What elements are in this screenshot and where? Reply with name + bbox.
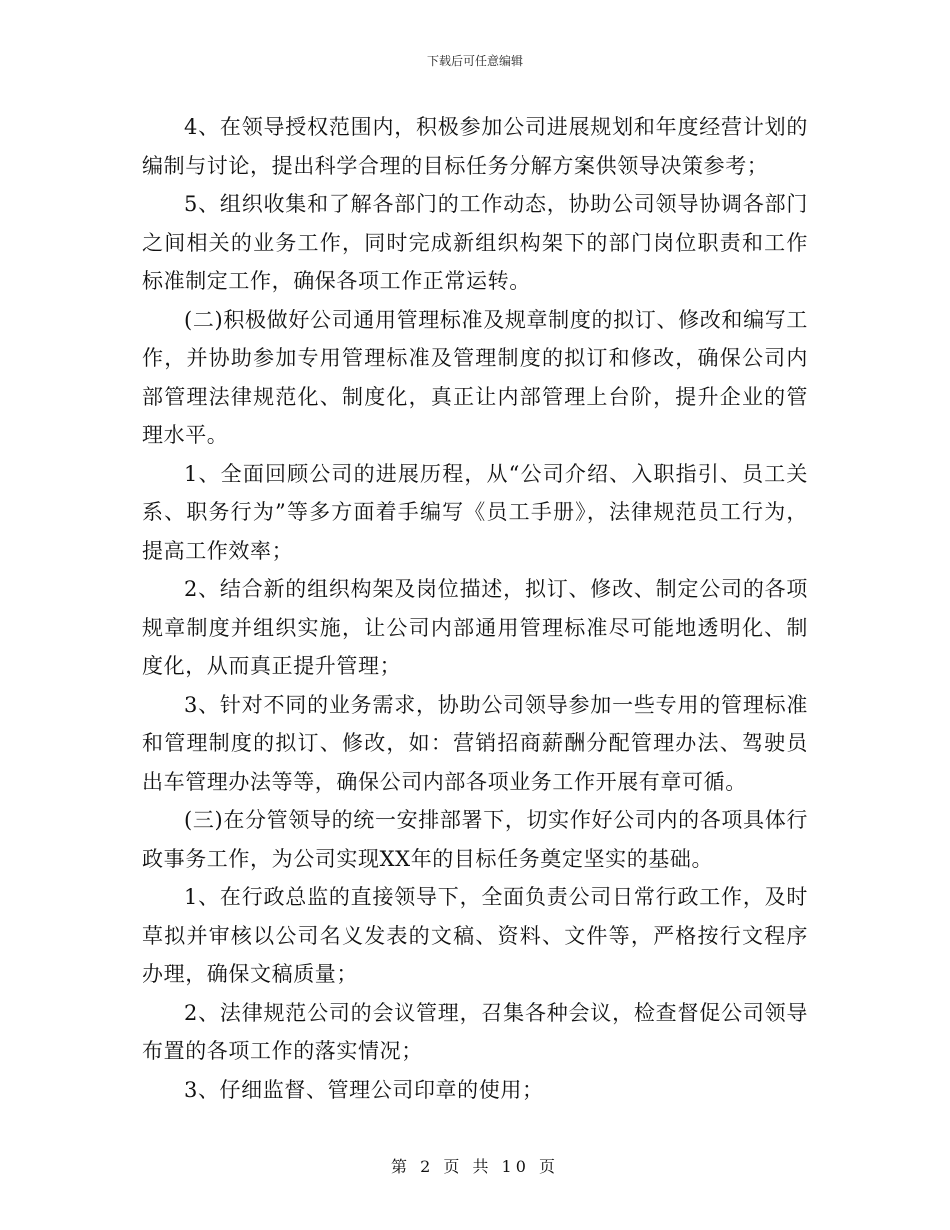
paragraph: 3、仔细监督、管理公司印章的使用；	[184, 1077, 544, 1102]
page-header-note: 下载后可任意编辑	[426, 54, 523, 68]
paragraph: 4、在领导授权范围内，积极参加公司进展规划和年度经营计划的编制与讨论，提出科学合理的目标任务分解方案供领导决策参考；	[142, 115, 808, 178]
paragraph: 2、结合新的组织构架及岗位描述，拟订、修改、制定公司的各项规章制度并组织实施，让公司内部通用管理标准尽可能地透明化、制度化，从而真正提升管理；	[142, 577, 808, 678]
page-number-footer: 第 2 页 共 10 页	[391, 1157, 559, 1176]
paragraph: 2、法律规范公司的会议管理，召集各种会议，检查督促公司领导布置的各项工作的落实情况；	[142, 1000, 808, 1063]
paragraph: (二)积极做好公司通用管理标准及规章制度的拟订、修改和编写工作，并协助参加专用管理标准及管理制度的拟订和修改，确保公司内部管理法律规范化、制度化，真正让内部管理上台阶，提升企业的管理水平。	[142, 307, 808, 447]
paragraph: (三)在分管领导的统一安排部署下，切实作好公司内的各项具体行政事务工作，为公司实现XX年的目标任务奠定坚实的基础。	[142, 808, 808, 871]
paragraph: 3、针对不同的业务需求，协助公司领导参加一些专用的管理标准和管理制度的拟订、修改，如：营销招商薪酬分配管理办法、驾驶员出车管理办法等等，确保公司内部各项业务工作开展有章可循。	[142, 692, 808, 794]
document-body	[142, 108, 808, 1109]
paragraph: 1、在行政总监的直接领导下，全面负责公司日常行政工作，及时草拟并审核以公司名义发表的文稿、资料、文件等，严格按行文程序办理，确保文稿质量；	[142, 885, 808, 986]
paragraph: 1、全面回顾公司的进展历程，从“公司介绍、入职指引、员工关系、职务行为”等多方面着手编写《员工手册》，法律规范员工行为，提高工作效率；	[142, 461, 808, 563]
paragraph: 5、组织收集和了解各部门的工作动态，协助公司领导协调各部门之间相关的业务工作，同时完成新组织构架下的部门岗位职责和工作标准制定工作，确保各项工作正常运转。	[142, 192, 808, 293]
